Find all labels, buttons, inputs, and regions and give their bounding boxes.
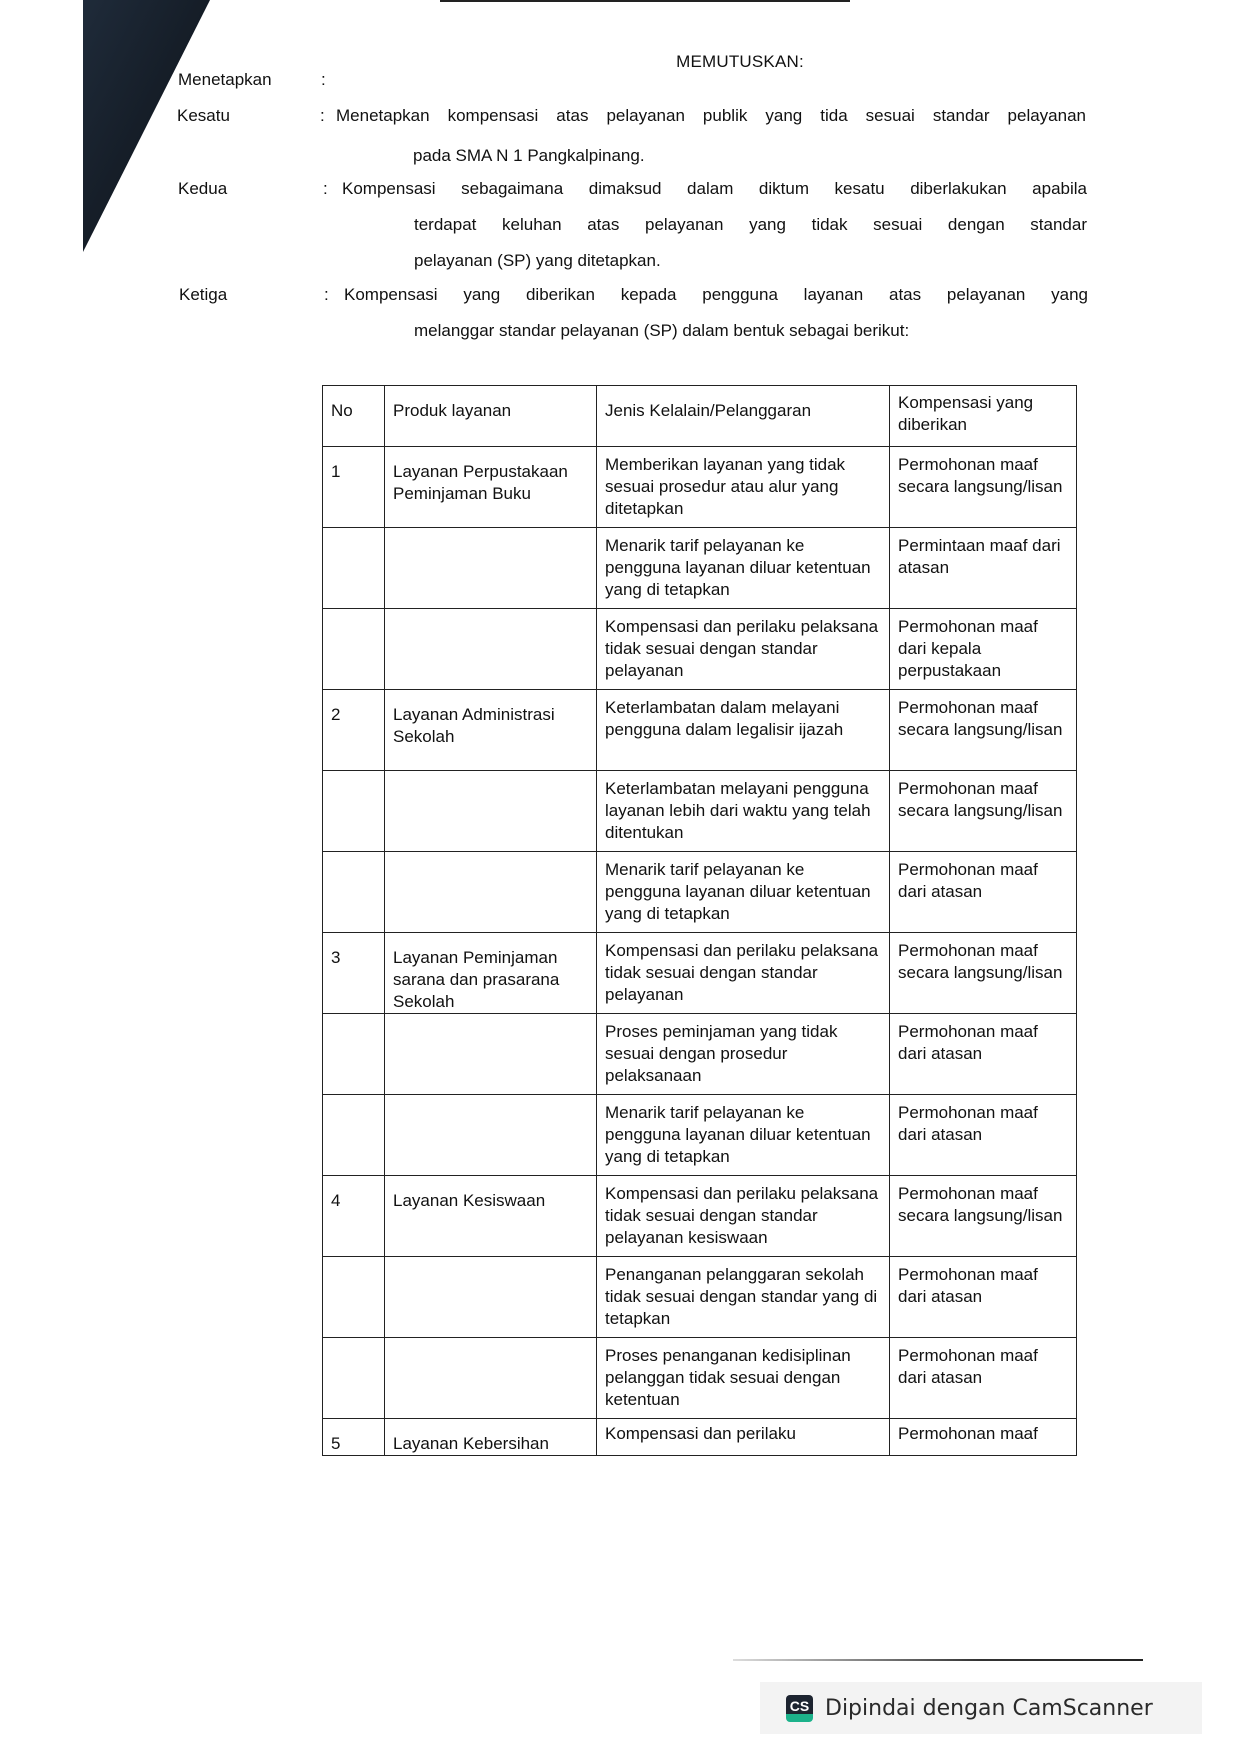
table-row <box>323 690 1077 771</box>
cell-produk-layanan: Layanan Peminjaman sarana dan prasarana Sekolah <box>385 933 597 1014</box>
table-row <box>323 1419 1077 1456</box>
compensation-table <box>322 385 1077 1456</box>
clause-text-line: Menetapkan kompensasi atas pelayanan publik yang tida sesuai standar pelayanan <box>336 106 1086 125</box>
cell-no <box>323 1095 385 1176</box>
cell-produk-layanan <box>385 1257 597 1338</box>
cell-kompensasi: Permohonan maaf dari kepala perpustakaan <box>890 609 1077 690</box>
clause-colon: : <box>321 70 326 89</box>
cell-no: 3 <box>323 933 385 1014</box>
cell-no <box>323 852 385 933</box>
cell-no: 1 <box>323 447 385 528</box>
table-row <box>323 1257 1077 1338</box>
cell-no <box>323 1014 385 1095</box>
cell-produk-layanan <box>385 609 597 690</box>
clause-label: Kedua <box>178 179 228 198</box>
clause-text-line: Kompensasi yang diberikan kepada pengguna layanan atas pelayanan yang <box>344 285 1088 304</box>
watermark-text: Dipindai dengan CamScanner <box>825 1695 1153 1721</box>
cell-no: 5 <box>323 1419 385 1456</box>
cell-no <box>323 771 385 852</box>
clause-colon: : <box>320 106 325 125</box>
cell-no <box>323 609 385 690</box>
cell-jenis-pelanggaran: Penanganan pelanggaran sekolah tidak sesuai dengan standar yang di tetapkan <box>597 1257 890 1338</box>
table-row <box>323 852 1077 933</box>
cell-produk-layanan <box>385 771 597 852</box>
header-produk-layanan: Produk layanan <box>385 386 597 447</box>
cell-kompensasi: Permohonan maaf secara langsung/lisan <box>890 933 1077 1014</box>
camscanner-logo-icon: CS <box>786 1695 813 1722</box>
scan-top-edge-line <box>440 0 850 2</box>
camscanner-watermark <box>760 1682 1202 1734</box>
cell-no <box>323 1257 385 1338</box>
cell-produk-layanan <box>385 1338 597 1419</box>
cell-jenis-pelanggaran: Memberikan layanan yang tidak sesuai prosedur atau alur yang ditetapkan <box>597 447 890 528</box>
clause-label: Menetapkan <box>178 70 272 89</box>
cell-produk-layanan <box>385 1014 597 1095</box>
cell-no: 2 <box>323 690 385 771</box>
cell-jenis-pelanggaran: Kompensasi dan perilaku pelaksana tidak sesuai dengan standar pelayanan kesiswaan <box>597 1176 890 1257</box>
table-row <box>323 933 1077 1014</box>
cell-kompensasi: Permohonan maaf secara langsung/lisan <box>890 690 1077 771</box>
clause-label: Kesatu <box>177 106 230 125</box>
cell-produk-layanan <box>385 1095 597 1176</box>
table-row <box>323 1014 1077 1095</box>
clause-text-line: melanggar standar pelayanan (SP) dalam bentuk sebagai berikut: <box>414 321 910 340</box>
cell-jenis-pelanggaran: Kompensasi dan perilaku pelaksana tidak sesuai dengan standar pelayanan <box>597 933 890 1014</box>
cell-produk-layanan: Layanan Kesiswaan <box>385 1176 597 1257</box>
cell-produk-layanan: Layanan Perpustakaan Peminjaman Buku <box>385 447 597 528</box>
cell-kompensasi: Permohonan maaf dari atasan <box>890 1257 1077 1338</box>
cell-jenis-pelanggaran: Keterlambatan dalam melayani pengguna dalam legalisir ijazah <box>597 690 890 771</box>
clause-text-line: pada SMA N 1 Pangkalpinang. <box>413 146 645 165</box>
scan-bottom-edge-line <box>733 1659 1143 1661</box>
cell-jenis-pelanggaran: Keterlambatan melayani pengguna layanan lebih dari waktu yang telah ditentukan <box>597 771 890 852</box>
cell-jenis-pelanggaran: Proses penanganan kedisiplinan pelanggan tidak sesuai dengan ketentuan <box>597 1338 890 1419</box>
clause-text-line: pelayanan (SP) yang ditetapkan. <box>414 251 661 270</box>
table-row <box>323 447 1077 528</box>
decision-heading: MEMUTUSKAN: <box>676 52 804 71</box>
header-jenis-pelanggaran: Jenis Kelalain/Pelanggaran <box>597 386 890 447</box>
cell-kompensasi: Permohonan maaf dari atasan <box>890 852 1077 933</box>
cell-no <box>323 528 385 609</box>
cell-produk-layanan <box>385 528 597 609</box>
cell-kompensasi: Permohonan maaf dari atasan <box>890 1014 1077 1095</box>
table-row <box>323 1095 1077 1176</box>
cell-jenis-pelanggaran: Menarik tarif pelayanan ke pengguna layanan diluar ketentuan yang di tetapkan <box>597 528 890 609</box>
header-no: No <box>323 386 385 447</box>
table-row <box>323 609 1077 690</box>
cell-kompensasi: Permohonan maaf secara langsung/lisan <box>890 771 1077 852</box>
cell-produk-layanan: Layanan Kebersihan <box>385 1419 597 1456</box>
cell-jenis-pelanggaran: Kompensasi dan perilaku <box>597 1419 890 1456</box>
cell-jenis-pelanggaran: Menarik tarif pelayanan ke pengguna layanan diluar ketentuan yang di tetapkan <box>597 852 890 933</box>
header-kompensasi: Kompensasi yang diberikan <box>890 386 1077 447</box>
clause-colon: : <box>323 179 328 198</box>
table-header-row <box>323 386 1077 447</box>
table-row <box>323 771 1077 852</box>
cell-jenis-pelanggaran: Kompensasi dan perilaku pelaksana tidak sesuai dengan standar pelayanan <box>597 609 890 690</box>
clause-text-line: Kompensasi sebagaimana dimaksud dalam diktum kesatu diberlakukan apabila <box>342 179 1087 198</box>
cell-jenis-pelanggaran: Proses peminjaman yang tidak sesuai dengan prosedur pelaksanaan <box>597 1014 890 1095</box>
cell-kompensasi: Permohonan maaf <box>890 1419 1077 1456</box>
cell-kompensasi: Permohonan maaf secara langsung/lisan <box>890 447 1077 528</box>
cell-no: 4 <box>323 1176 385 1257</box>
table-row <box>323 1338 1077 1419</box>
cell-jenis-pelanggaran: Menarik tarif pelayanan ke pengguna layanan diluar ketentuan yang di tetapkan <box>597 1095 890 1176</box>
cell-kompensasi: Permohonan maaf secara langsung/lisan <box>890 1176 1077 1257</box>
cell-produk-layanan: Layanan Administrasi Sekolah <box>385 690 597 771</box>
clause-label: Ketiga <box>179 285 228 304</box>
cell-produk-layanan <box>385 852 597 933</box>
cell-kompensasi: Permohonan maaf dari atasan <box>890 1095 1077 1176</box>
cell-kompensasi: Permintaan maaf dari atasan <box>890 528 1077 609</box>
cell-kompensasi: Permohonan maaf dari atasan <box>890 1338 1077 1419</box>
table-row <box>323 1176 1077 1257</box>
cell-no <box>323 1338 385 1419</box>
clause-text-line: terdapat keluhan atas pelayanan yang tidak sesuai dengan standar <box>414 215 1087 234</box>
table-row <box>323 528 1077 609</box>
clause-colon: : <box>324 285 329 304</box>
